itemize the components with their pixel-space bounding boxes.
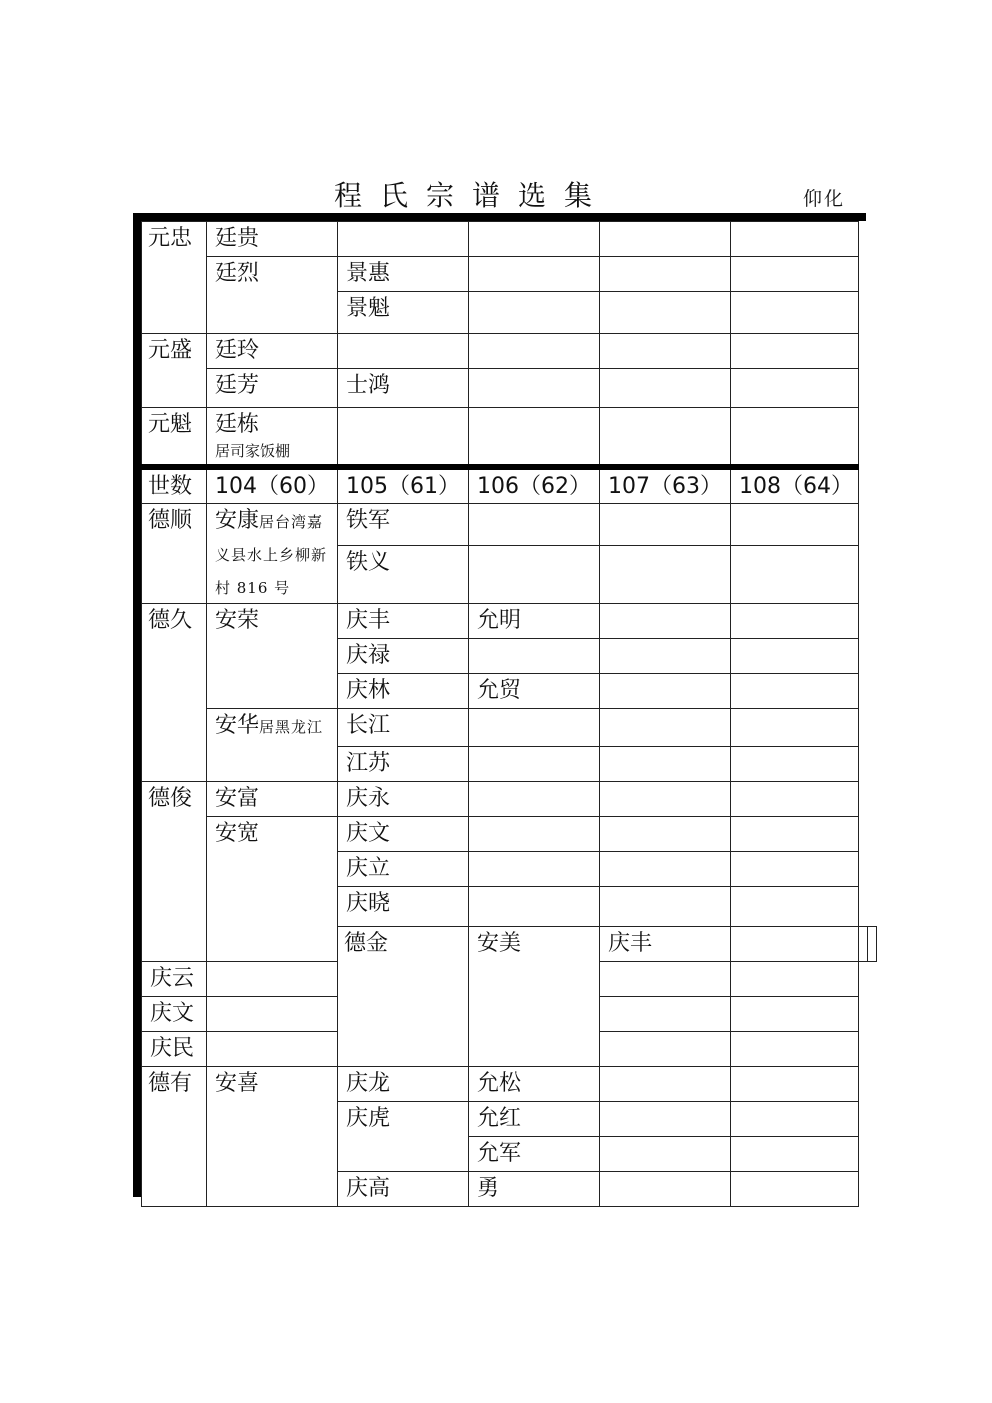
table-row — [142, 369, 877, 408]
gen-cell — [600, 222, 731, 257]
table-row — [142, 408, 877, 467]
gen-cell: 廷芳 — [207, 369, 338, 408]
gen-cell — [731, 887, 859, 927]
gen-cell — [600, 1137, 731, 1172]
person-name: 安华 — [215, 713, 260, 738]
gen-cell: 铁军 — [338, 504, 469, 546]
gen-cell: 庆丰 — [600, 927, 731, 962]
gen-cell: 长江 — [338, 709, 469, 747]
table-row — [142, 257, 877, 292]
gen-cell — [207, 997, 338, 1032]
table-row — [142, 1067, 877, 1102]
gen-cell — [731, 292, 859, 334]
gen-cell — [731, 1032, 859, 1067]
gen-cell — [600, 709, 731, 747]
gen-cell — [731, 674, 859, 709]
gen-cell — [600, 887, 731, 927]
gen-cell — [600, 1032, 731, 1067]
header-cell: 106（62） — [469, 467, 600, 504]
gen-cell — [731, 962, 859, 997]
gen-cell — [600, 604, 731, 639]
gen-cell: 德顺 — [142, 504, 207, 604]
gen-cell — [731, 817, 859, 852]
table-row — [142, 782, 877, 817]
gen-cell — [731, 782, 859, 817]
gen-cell — [731, 1102, 859, 1137]
header-cell: 108（64） — [731, 467, 859, 504]
residence-note: 居司家饭棚 — [215, 442, 291, 460]
gen-cell: 安喜 — [207, 1067, 338, 1207]
gen-cell — [600, 962, 731, 997]
gen-cell — [469, 408, 600, 467]
gen-cell — [469, 817, 600, 852]
gen-cell: 庆龙 — [338, 1067, 469, 1102]
gen-cell — [600, 257, 731, 292]
gen-cell: 安美 — [469, 927, 600, 1067]
table-row — [142, 504, 877, 546]
gen-cell: 士鸿 — [338, 369, 469, 408]
header-cell: 104（60） — [207, 467, 338, 504]
residence-note: 居台湾嘉义县水上乡柳新村 816 号 — [215, 513, 328, 597]
gen-cell — [207, 962, 338, 997]
generation-header-row — [142, 467, 877, 504]
gen-cell — [469, 852, 600, 887]
gen-cell — [731, 747, 859, 782]
gen-cell: 铁义 — [338, 545, 469, 603]
gen-cell — [207, 408, 338, 467]
gen-cell — [600, 674, 731, 709]
gen-cell — [600, 334, 731, 369]
gen-cell — [469, 782, 600, 817]
gen-cell: 庆云 — [142, 962, 207, 997]
gen-cell — [731, 408, 859, 467]
page-title: 程氏宗谱选集 — [334, 179, 611, 212]
gen-cell — [600, 1172, 731, 1207]
header-cell: 105（61） — [338, 467, 469, 504]
gen-cell — [338, 334, 469, 369]
gen-cell — [207, 504, 338, 604]
gen-cell — [731, 545, 859, 603]
genealogy-table — [141, 221, 877, 1207]
residence-note: 居黑龙江 — [259, 718, 324, 736]
gen-cell: 元忠 — [142, 222, 207, 334]
gen-cell: 庆高 — [338, 1172, 469, 1207]
gen-cell — [338, 408, 469, 467]
gen-cell: 安荣 — [207, 604, 338, 709]
gen-cell — [600, 408, 731, 467]
header-cell: 世数 — [142, 467, 207, 504]
gen-cell — [600, 852, 731, 887]
gen-cell — [731, 639, 859, 674]
gen-cell — [469, 504, 600, 546]
gen-cell — [600, 545, 731, 603]
gen-cell: 庆文 — [142, 997, 207, 1032]
gen-cell — [469, 369, 600, 408]
gen-cell: 庆文 — [338, 817, 469, 852]
gen-cell — [600, 1067, 731, 1102]
gen-cell — [469, 257, 600, 292]
gen-cell: 庆禄 — [338, 639, 469, 674]
gen-cell: 德金 — [338, 927, 469, 1067]
gen-cell — [338, 222, 469, 257]
gen-cell — [469, 747, 600, 782]
gen-cell: 允明 — [469, 604, 600, 639]
gen-cell: 德俊 — [142, 782, 207, 962]
gen-cell — [469, 709, 600, 747]
gen-cell — [469, 639, 600, 674]
gen-cell: 江苏 — [338, 747, 469, 782]
gen-cell — [600, 997, 731, 1032]
gen-cell — [731, 504, 859, 546]
gen-cell — [731, 852, 859, 887]
gen-cell — [731, 369, 859, 408]
gen-cell — [731, 334, 859, 369]
gen-cell — [731, 1137, 859, 1172]
gen-cell — [731, 604, 859, 639]
gen-cell: 庆林 — [338, 674, 469, 709]
gen-cell — [731, 997, 859, 1032]
gen-cell: 允贸 — [469, 674, 600, 709]
gen-cell — [731, 1067, 859, 1102]
gen-cell — [600, 292, 731, 334]
gen-cell — [469, 334, 600, 369]
gen-cell — [600, 369, 731, 408]
table-row — [142, 709, 877, 747]
gen-cell: 庆立 — [338, 852, 469, 887]
gen-cell — [600, 504, 731, 546]
gen-cell: 廷玲 — [207, 334, 338, 369]
author-signature: 仰化 — [803, 188, 846, 210]
gen-cell: 安富 — [207, 782, 338, 817]
gen-cell: 元魁 — [142, 408, 207, 467]
gen-cell: 勇 — [469, 1172, 600, 1207]
gen-cell: 庆民 — [142, 1032, 207, 1067]
gen-cell — [600, 782, 731, 817]
gen-cell — [731, 257, 859, 292]
gen-cell — [868, 927, 877, 962]
gen-cell — [600, 817, 731, 852]
table-row — [142, 817, 877, 852]
gen-cell: 德久 — [142, 604, 207, 782]
gen-cell — [731, 1172, 859, 1207]
gen-cell — [207, 1032, 338, 1067]
gen-cell — [731, 927, 859, 962]
gen-cell: 允松 — [469, 1067, 600, 1102]
gen-cell: 庆永 — [338, 782, 469, 817]
gen-cell: 景惠 — [338, 257, 469, 292]
table-row — [142, 604, 877, 639]
gen-cell — [469, 292, 600, 334]
gen-cell — [731, 222, 859, 257]
table-row — [142, 222, 877, 257]
gen-cell: 允红 — [469, 1102, 600, 1137]
gen-cell: 安宽 — [207, 817, 338, 962]
gen-cell — [469, 887, 600, 927]
gen-cell: 允军 — [469, 1137, 600, 1172]
gen-cell — [600, 639, 731, 674]
gen-cell: 元盛 — [142, 334, 207, 408]
gen-cell — [469, 222, 600, 257]
gen-cell: 德有 — [142, 1067, 207, 1207]
person-name: 安康 — [215, 508, 260, 533]
gen-cell: 廷贵 — [207, 222, 338, 257]
gen-cell — [859, 927, 868, 962]
gen-cell — [207, 709, 338, 782]
gen-cell: 庆虎 — [338, 1102, 469, 1172]
gen-cell: 廷烈 — [207, 257, 338, 334]
gen-cell — [731, 709, 859, 747]
person-name: 廷栋 — [215, 412, 260, 437]
gen-cell: 庆丰 — [338, 604, 469, 639]
gen-cell: 庆晓 — [338, 887, 469, 927]
gen-cell — [469, 545, 600, 603]
gen-cell — [600, 747, 731, 782]
table-row — [142, 334, 877, 369]
header-cell: 107（63） — [600, 467, 731, 504]
gen-cell — [600, 1102, 731, 1137]
gen-cell: 景魁 — [338, 292, 469, 334]
